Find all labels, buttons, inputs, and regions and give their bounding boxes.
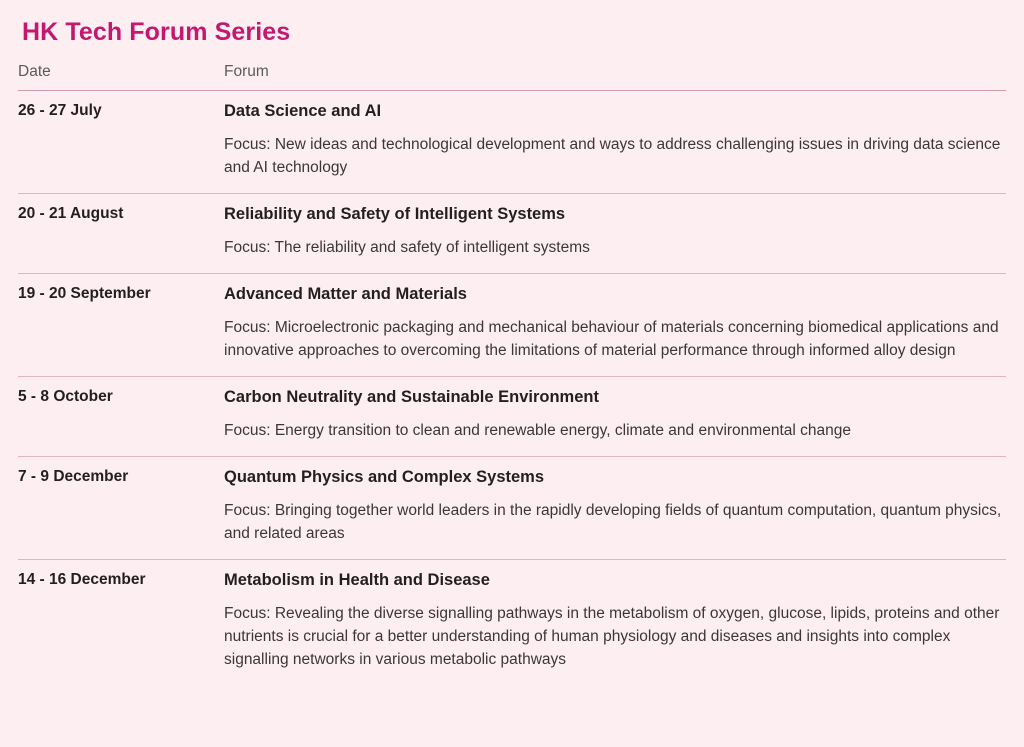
forum-details xyxy=(206,457,1006,560)
forum-focus: Focus: Energy transition to clean and renewable energy, climate and environmental change xyxy=(224,421,851,439)
forum-date: 7 - 9 December xyxy=(18,457,206,560)
forum-date: 26 - 27 July xyxy=(18,91,206,194)
forum-focus: Focus: New ideas and technological development and ways to address challenging issues in driving data science and AI technology xyxy=(224,135,1001,176)
forum-date: 14 - 16 December xyxy=(18,571,146,589)
table-header-row xyxy=(18,63,1006,91)
forum-focus: Focus: The reliability and safety of intelligent systems xyxy=(224,238,590,256)
forum-details xyxy=(206,560,1006,686)
table-body xyxy=(18,91,1006,686)
forum-details xyxy=(206,91,1006,194)
forum-name: Advanced Matter and Materials xyxy=(224,285,467,303)
forum-name: Quantum Physics and Complex Systems xyxy=(224,468,545,486)
forum-details xyxy=(206,377,1006,457)
column-header-forum: Forum xyxy=(206,63,1006,91)
forum-date: 19 - 20 September xyxy=(18,274,206,377)
table-row xyxy=(18,560,1006,686)
table-row xyxy=(18,377,1006,457)
table-row xyxy=(18,274,1006,377)
forum-name: Metabolism in Health and Disease xyxy=(224,571,490,590)
forum-details xyxy=(206,274,1006,377)
table-header xyxy=(18,63,1006,91)
table-row xyxy=(18,194,1006,274)
forum-details xyxy=(206,194,1006,274)
forum-name: Reliability and Safety of Intelligent Systems xyxy=(224,205,566,224)
forum-focus: Focus: Bringing together world leaders in the rapidly developing fields of quantum computation, quantum physics, and related areas xyxy=(224,501,1002,542)
forum-focus: Focus: Microelectronic packaging and mechanical behaviour of materials concerning biomedical applications and innovative approaches to overcoming the limitations of material performance through informed alloy design xyxy=(224,318,999,359)
table-row xyxy=(18,457,1006,560)
column-header-date: Date xyxy=(18,63,206,91)
page-title: HK Tech Forum Series xyxy=(22,18,291,46)
forum-name: Carbon Neutrality and Sustainable Environment xyxy=(224,388,599,407)
forum-name: Data Science and AI xyxy=(224,102,382,120)
forum-focus: Focus: Revealing the diverse signalling pathways in the metabolism of oxygen, glucose, lipids, proteins and other nutrients is crucial for a better understanding of human physiology and diseases and insights into complex signalling networks in various metabolic pathways xyxy=(224,604,1000,669)
forum-schedule-table xyxy=(18,63,1006,686)
table-row xyxy=(18,91,1006,194)
forum-date: 5 - 8 October xyxy=(18,377,206,457)
forum-date: 20 - 21 August xyxy=(18,194,206,274)
